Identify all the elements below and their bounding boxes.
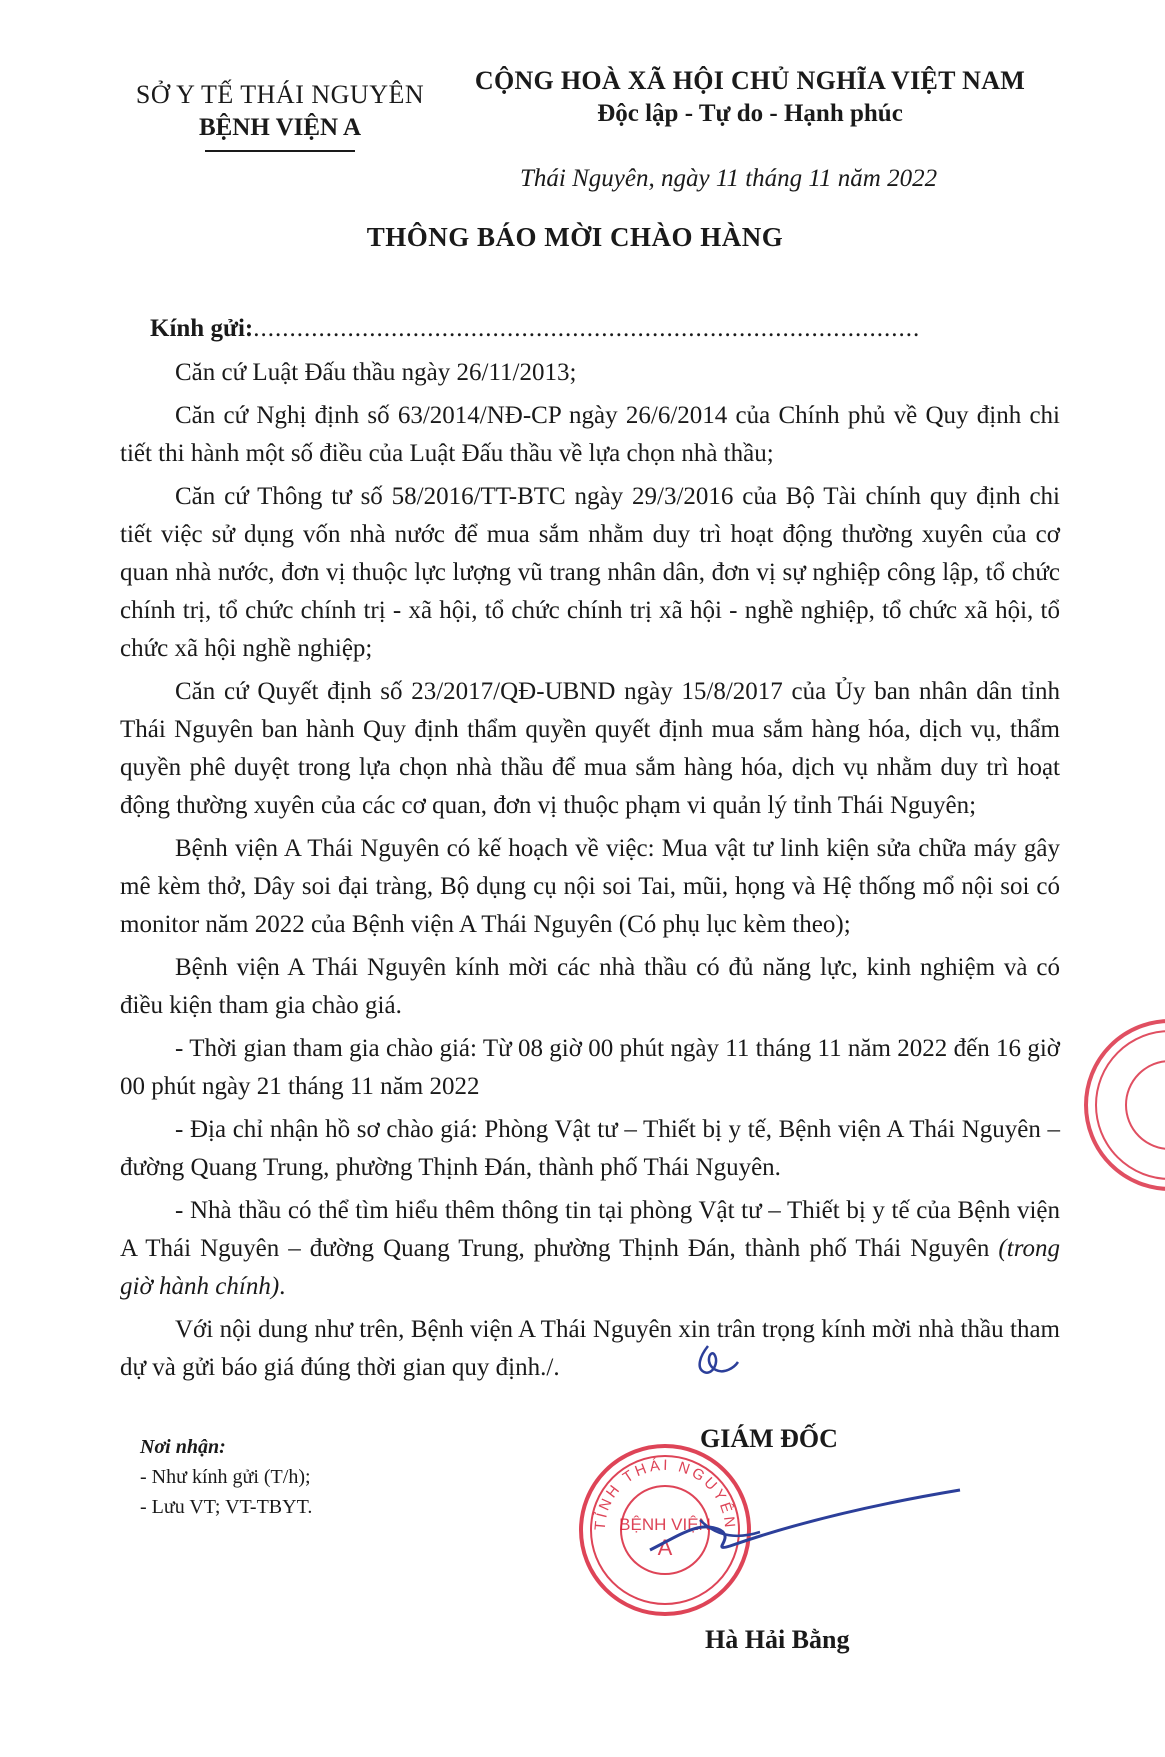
info-paragraph [120, 1192, 1060, 1306]
header-right [460, 66, 1040, 128]
signer-title: GIÁM ĐỐC [700, 1424, 838, 1453]
partial-seal-icon [1075, 1015, 1165, 1195]
paragraph: Căn cứ Quyết định số 23/2017/QĐ-UBND ngày 15/8/2017 của Ủy ban nhân dân tỉnh Thái Nguyên ban hành Quy định thẩm quyền quyết định mua sắm hàng hóa, dịch vụ, thẩm quyền phê duyệt trong lựa chọn nhà thầu để mua sắm hàng hóa, dịch vụ nhằm duy trì hoạt động thường xuyên của các cơ quan, đơn vị thuộc phạm vi quản lý tỉnh Thái Nguyên; [120, 678, 1060, 819]
paragraph: - Thời gian tham gia chào giá: Từ 08 giờ 00 phút ngày 11 tháng 11 năm 2022 đến 16 giờ 00 phút ngày 21 tháng 11 năm 2022 [120, 1035, 1060, 1100]
recipients-block [140, 1432, 312, 1522]
closing-paragraph: Với nội dung như trên, Bệnh viện A Thái Nguyên xin trân trọng kính mời nhà thầu tham dự và gửi báo giá đúng thời gian quy định./. [120, 1316, 1060, 1381]
paragraph: Căn cứ Thông tư số 58/2016/TT-BTC ngày 29/3/2016 của Bộ Tài chính quy định chi tiết việc sử dụng vốn nhà nước để mua sắm nhằm duy trì hoạt động thường xuyên của cơ quan nhà nước, đơn vị thuộc lực lượng vũ trang nhân dân, đơn vị sự nghiệp công lập, tổ chức chính trị, tổ chức chính trị - xã hội, tổ chức chính trị xã hội - nghề nghiệp, tổ chức xã hội, tổ chức xã hội nghề nghiệp; [120, 483, 1060, 662]
recipients-label: Nơi nhận: [140, 1436, 226, 1458]
paragraph: Bệnh viện A Thái Nguyên có kế hoạch về việc: Mua vật tư linh kiện sửa chữa máy gây mê kèm thở, Dây soi đại tràng, Bộ dụng cụ nội soi Tai, mũi, họng và Hệ thống mổ nội soi có monitor năm 2022 của Bệnh viện A Thái Nguyên (Có phụ lục kèm theo); [120, 835, 1060, 938]
info-text: - Nhà thầu có thể tìm hiểu thêm thông tin tại phòng Vật tư – Thiết bị y tế của Bệnh viện A Thái Nguyên – đường Quang Trung, phường Thịnh Đán, thành phố Thái Nguyên [120, 1197, 1060, 1262]
nation-name: CỘNG HOÀ XÃ HỘI CHỦ NGHĨA VIỆT NAM [474, 66, 1026, 95]
signature-icon [640, 1480, 970, 1570]
national-motto: Độc lập - Tự do - Hạnh phúc [597, 100, 903, 127]
unit-name: BỆNH VIỆN A [198, 114, 362, 141]
info-end: . [279, 1273, 286, 1300]
organization-name: SỞ Y TẾ THÁI NGUYÊN [135, 80, 425, 109]
paragraph: Căn cứ Nghị định số 63/2014/NĐ-CP ngày 26/6/2014 của Chính phủ về Quy định chi tiết thi hành một số điều của Luật Đấu thầu về lựa chọn nhà thầu; [120, 402, 1060, 467]
salutation [120, 310, 1060, 348]
document-title: THÔNG BÁO MỜI CHÀO HÀNG [366, 222, 784, 252]
signer-name: Hà Hải Bằng [705, 1625, 850, 1654]
info-italic-note: (trong giờ hành chính) [120, 1235, 1060, 1300]
paragraph: - Địa chỉ nhận hồ sơ chào giá: Phòng Vật tư – Thiết bị y tế, Bệnh viện A Thái Nguyên – đường Quang Trung, phường Thịnh Đán, thành phố Thái Nguyên. [120, 1116, 1060, 1181]
document-body [120, 310, 1060, 1392]
seal-ring-text: TỈNH THÁI NGUYÊN [591, 1456, 739, 1532]
recipient-item: - Lưu VT; VT-TBYT. [140, 1496, 313, 1518]
header-left [130, 80, 430, 152]
seal-center-text: BỆNH VIỆN [619, 1515, 711, 1534]
recipient-item: - Như kính gửi (T/h); [140, 1466, 311, 1488]
dateline: Thái Nguyên, ngày 11 tháng 11 năm 2022 [520, 165, 938, 192]
header-left-rule [205, 150, 355, 152]
paragraph: Bệnh viện A Thái Nguyên kính mời các nhà thầu có đủ năng lực, kinh nghiệm và có điều kiện tham gia chào giá. [120, 954, 1060, 1019]
paragraph: Căn cứ Luật Đấu thầu ngày 26/11/2013; [175, 359, 577, 386]
salutation-label: Kính gửi: [150, 315, 254, 342]
salutation-dots: ............................................................................................ [253, 315, 921, 342]
initial-mark-icon [690, 1342, 740, 1382]
seal-center-letter: A [657, 1535, 673, 1560]
